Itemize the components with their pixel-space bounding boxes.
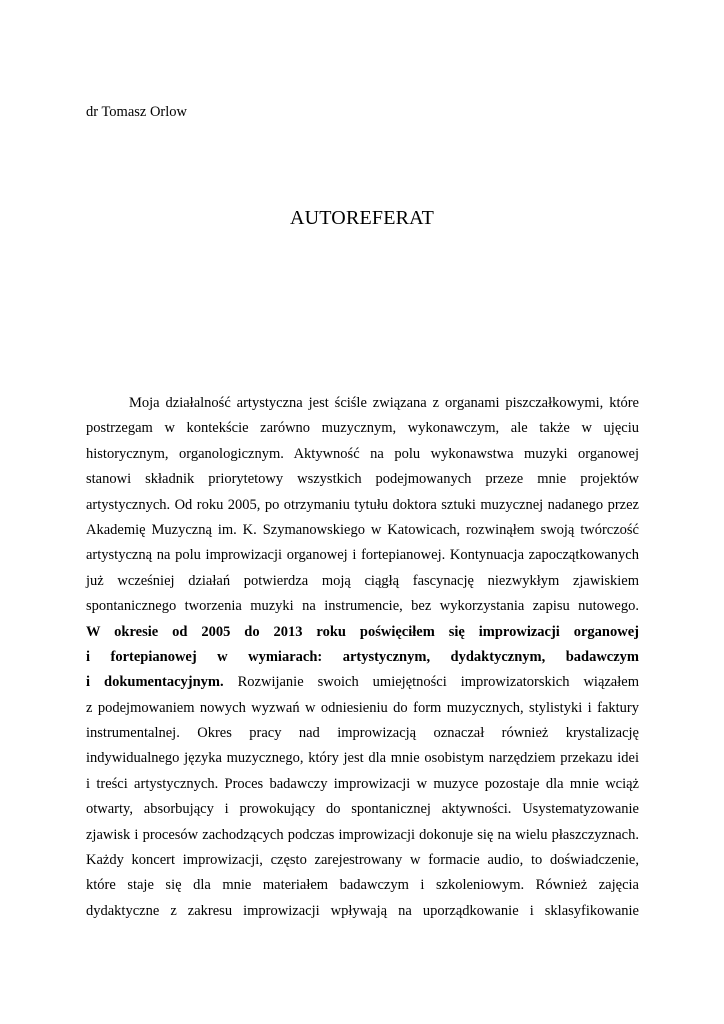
paragraph-line <box>86 899 639 924</box>
paragraph-line <box>86 594 639 619</box>
paragraph-line <box>86 797 639 822</box>
text-segment: już wcześniej działań potwierdza moją ciągłą fascynację niezwykłym zjawiskiem <box>86 572 639 589</box>
text-segment: spontanicznego tworzenia muzyki na instrumencie, bez wykorzystania zapisu nutowego. <box>86 598 639 615</box>
paragraph-line <box>86 620 639 645</box>
paragraph-line <box>86 848 639 873</box>
paragraph-line <box>86 391 639 416</box>
body-paragraph <box>86 391 639 924</box>
text-segment: i treści artystycznych. Proces badawczy improwizacji w muzyce pozostaje dla mnie wciąż <box>86 775 639 792</box>
bold-text-segment: W okresie od 2005 do 2013 roku poświęciłem się improwizacji organowej <box>86 623 639 640</box>
paragraph-line <box>86 467 639 492</box>
paragraph-line <box>86 518 639 543</box>
text-segment: które staje się dla mnie materiałem badawczym i szkoleniowym. Również zajęcia <box>86 877 639 894</box>
text-segment: dydaktyczne z zakresu improwizacji wpływają na uporządkowanie i sklasyfikowanie <box>86 902 639 919</box>
text-segment: artystyczną na polu improwizacji organowej i fortepianowej. Kontynuacja zapoczątkowanych <box>86 547 639 564</box>
paragraph-line <box>86 442 639 467</box>
text-segment: Moja działalność artystyczna jest ściśle związana z organami piszczałkowymi, które <box>129 395 639 411</box>
text-segment: Każdy koncert improwizacji, często zarejestrowany w formacie audio, to doświadczenie, <box>86 852 639 869</box>
bold-text-segment: i dokumentacyjnym. <box>86 674 224 691</box>
document-title: AUTOREFERAT <box>289 207 435 229</box>
text-segment: Rozwijanie swoich umiejętności improwizatorskich wiązałem <box>223 674 639 691</box>
paragraph-line <box>86 746 639 771</box>
paragraph-line <box>86 569 639 594</box>
text-segment: stanowi składnik priorytetowy wszystkich podejmowanych przeze mnie projektów <box>86 471 639 488</box>
paragraph-line <box>86 543 639 568</box>
paragraph-line <box>86 416 639 441</box>
paragraph-line <box>86 670 639 695</box>
text-segment: indywidualnego języka muzycznego, który jest dla mnie osobistym narzędziem przekazu idei <box>86 750 639 767</box>
paragraph-line <box>86 772 639 797</box>
text-segment: Akademię Muzyczną im. K. Szymanowskiego w Katowicach, rozwinąłem swoją twórczość <box>86 521 639 538</box>
paragraph-line <box>86 645 639 670</box>
paragraph-line <box>86 493 639 518</box>
text-segment: artystycznych. Od roku 2005, po otrzymaniu tytułu doktora sztuki muzycznej nadanego przez <box>86 496 639 513</box>
text-segment: instrumentalnej. Okres pracy nad improwizacją oznaczał również krystalizację <box>86 725 639 742</box>
bold-text-segment: i fortepianowej w wymiarach: artystycznym, dydaktycznym, badawczym <box>86 648 639 665</box>
text-segment: historycznym, organologicznym. Aktywność na polu wykonawstwa muzyki organowej <box>86 445 639 462</box>
text-segment: zjawisk i procesów zachodzących podczas improwizacji dokonuje się na wielu płaszczyznach. <box>86 826 639 843</box>
paragraph-line <box>86 823 639 848</box>
text-segment: z podejmowaniem nowych wyzwań w odniesieniu do form muzycznych, stylistyki i faktury <box>86 699 639 716</box>
paragraph-line <box>86 873 639 898</box>
author-name: dr Tomasz Orlow <box>86 104 188 120</box>
text-segment: otwarty, absorbujący i prowokujący do spontanicznej aktywności. Usystematyzowanie <box>86 801 639 818</box>
paragraph-line <box>86 721 639 746</box>
text-segment: postrzegam w kontekście zarówno muzycznym, wykonawczym, ale także w ujęciu <box>86 420 639 437</box>
paragraph-line <box>86 696 639 721</box>
